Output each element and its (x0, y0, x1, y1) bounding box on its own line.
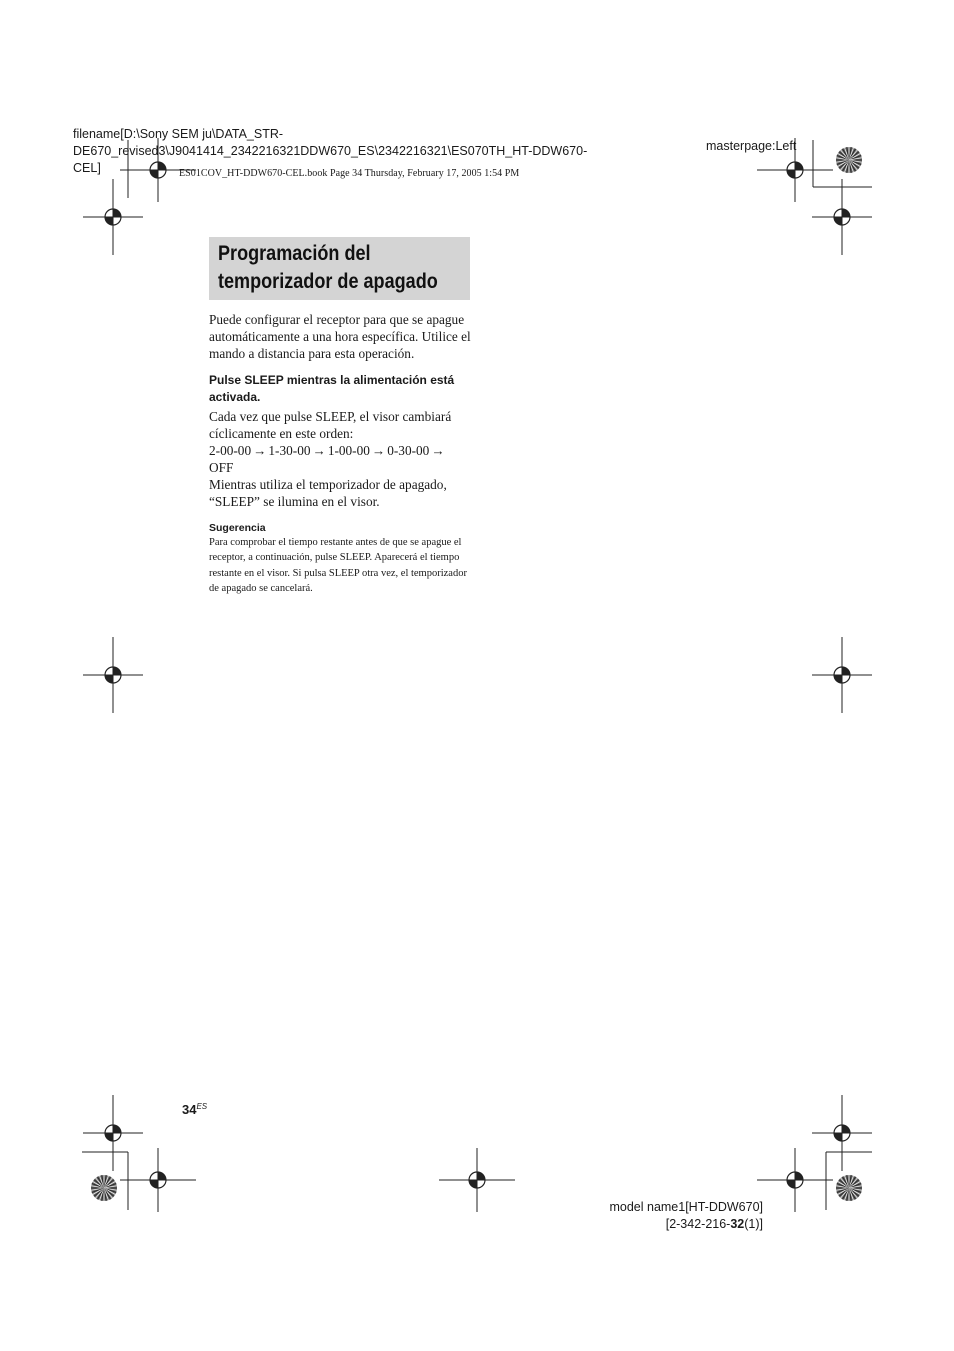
intro-paragraph: Puede configurar el receptor para que se apague automáticamente a una hora específica. Utilice el mando a distancia para esta operación. (209, 312, 471, 361)
book-info-line: ES01COV_HT-DDW670-CEL.book Page 34 Thursday, February 17, 2005 1:54 PM (179, 168, 520, 179)
step-instruction: Pulse SLEEP mientras la alimentación está activada. (209, 373, 455, 404)
cycle-value: 1-30-00 (268, 443, 311, 458)
section-title (218, 240, 438, 296)
model-line-2: [2-342-216-32(1)] (665, 1217, 763, 1231)
model-line-1: model name1[HT-DDW670] (609, 1200, 763, 1214)
after-paragraph: Mientras utiliza el temporizador de apagado, “SLEEP” se ilumina en el visor. (209, 477, 447, 509)
filename-line: filename[D:\Sony SEM ju\DATA_STR-DE670_revised3\J9041414_2342216321DDW670_ES\2342216321\ES070TH_HT-DDW670-CEL] (73, 127, 588, 175)
title-line-2: temporizador de apagado (218, 270, 438, 293)
cycle-value: 2-00-00 (209, 443, 252, 458)
arrow-right-icon: → (371, 443, 386, 458)
section-content (209, 311, 471, 597)
cycle-value: OFF (209, 460, 234, 475)
cycle-sequence (209, 442, 471, 476)
model-info (609, 1199, 763, 1233)
page-number: $34^{ES}$ (182, 1102, 208, 1117)
arrow-right-icon: → (431, 443, 445, 458)
section-title-box (209, 237, 470, 300)
cycle-description: Cada vez que pulse SLEEP, el visor cambiará cíclicamente en este orden: (209, 409, 452, 441)
title-line-1: Programación del (218, 242, 371, 265)
tip-paragraph: Para comprobar el tiempo restante antes de que se apague el receptor, a continuación, pulse SLEEP. Aparecerá el tiempo restante en el visor. Si pulsa SLEEP otra vez, el temporizador de apagado se cancelará. (209, 537, 467, 595)
cycle-value: 1-00-00 (327, 443, 370, 458)
page-suffix: ES (196, 1102, 208, 1111)
arrow-right-icon: → (312, 443, 326, 458)
arrow-right-icon: → (253, 443, 267, 458)
cycle-value: 0-30-00 (387, 443, 430, 458)
masterpage-label: masterpage:Left (706, 139, 797, 153)
tip-heading: Sugerencia (209, 522, 266, 534)
